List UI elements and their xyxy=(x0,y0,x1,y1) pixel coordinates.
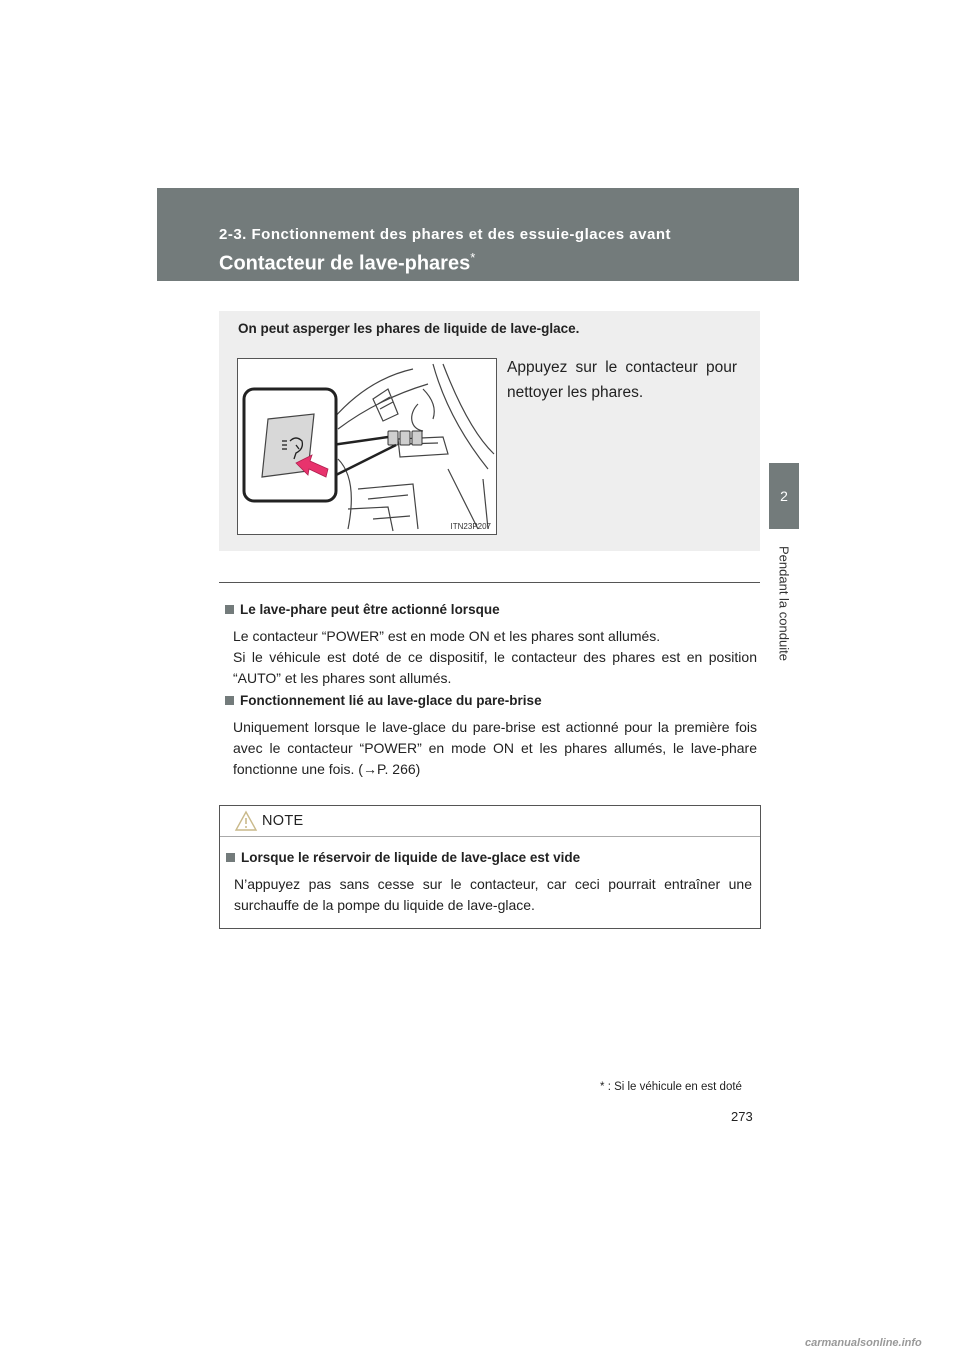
square-bullet-icon xyxy=(225,696,234,705)
square-bullet-icon xyxy=(225,605,234,614)
info-paragraph: Uniquement lorsque le lave-glace du pare-brise est actionné pour la première fois avec le contacteur “POWER” en mode ON et les phares allumés, le lave-phare fonctionne une fois. (→P. 266) xyxy=(233,719,757,777)
intro-instruction: Appuyez sur le contacteur pour nettoyer les phares. xyxy=(507,359,737,401)
warning-triangle-icon xyxy=(234,810,258,832)
intro-heading: On peut asperger les phares de liquide de lave-glace. xyxy=(238,321,580,336)
info-section-linked-operation xyxy=(225,693,757,780)
info-paragraph: Le contacteur “POWER” est en mode ON et les phares sont allumés. xyxy=(233,628,661,644)
title-marker: * xyxy=(470,250,476,265)
section-divider xyxy=(219,582,760,583)
chapter-tab xyxy=(769,463,799,529)
footnote xyxy=(600,1081,742,1093)
note-heading: Lorsque le réservoir de liquide de lave-glace est vide xyxy=(226,850,752,865)
intro-box xyxy=(219,311,760,551)
info-body xyxy=(225,717,757,780)
info-section-conditions xyxy=(225,602,757,689)
info-heading: Fonctionnement lié au lave-glace du pare-brise xyxy=(225,693,757,708)
watermark: carmanualsonline.info xyxy=(805,1337,922,1349)
illustration-code: ITN23P207 xyxy=(450,522,491,531)
footnote-marker: * xyxy=(600,1081,605,1093)
note-box xyxy=(219,805,761,929)
info-heading: Le lave-phare peut être actionné lorsque xyxy=(225,602,757,617)
dashboard-switch-drawing xyxy=(238,359,496,534)
note-content xyxy=(226,850,752,916)
dashboard-illustration xyxy=(237,358,497,535)
page-title xyxy=(219,250,475,276)
footnote-text: : Si le véhicule en est doté xyxy=(607,1081,742,1093)
info-paragraph: Si le véhicule est doté de ce dispositif, le contacteur des phares est en position “AUTO” et les phares sont allumés. xyxy=(233,649,757,686)
square-bullet-icon xyxy=(226,853,235,862)
chapter-number: 2 xyxy=(780,488,788,504)
note-label: NOTE xyxy=(262,813,304,829)
section-header-band xyxy=(157,188,799,281)
page-title-text: Contacteur de lave-phares xyxy=(219,252,471,275)
section-label: 2-3. Fonctionnement des phares et des essuie-glaces avant xyxy=(219,226,671,243)
page-number: 273 xyxy=(731,1109,753,1124)
info-body xyxy=(225,626,757,689)
chapter-caption: Pendant la conduite xyxy=(776,546,792,661)
note-header xyxy=(220,806,760,837)
note-body: N’appuyez pas sans cesse sur le contacteur, car ceci pourrait entraîner une surchauffe de la pompe du liquide de lave-glace. xyxy=(234,876,752,913)
